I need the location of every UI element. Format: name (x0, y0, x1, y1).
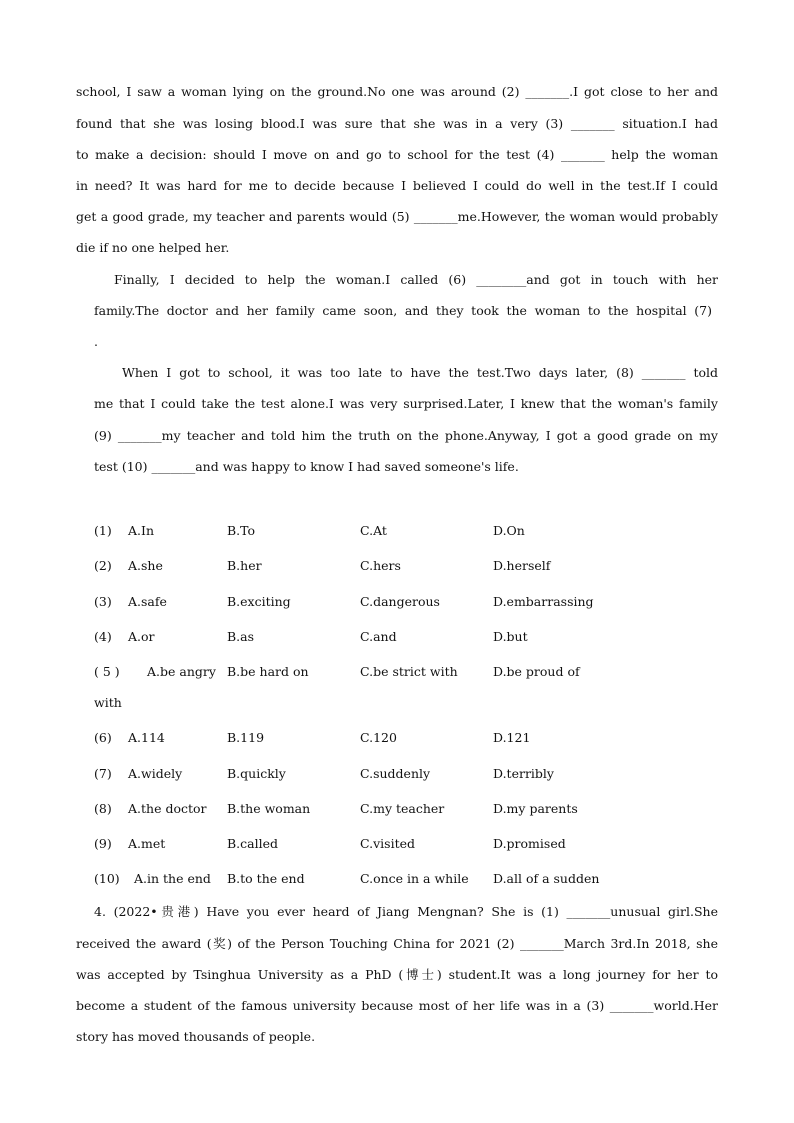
option-b: B.to the end (227, 871, 305, 886)
option-d: D.terribly (493, 766, 554, 781)
passage-line: found that she was losing blood.I was sure that she was in a very (3) _______ situation.I had (76, 116, 718, 131)
passage-line: school, I saw a woman lying on the ground.No one was around (2) _______.I got close to her and (76, 84, 718, 99)
option-d: D.be proud of (493, 664, 580, 679)
option-d: D.embarrassing (493, 594, 594, 609)
option-c: C.be strict with (360, 664, 458, 679)
question-number: (3) (94, 594, 112, 609)
option-c: C.dangerous (360, 594, 440, 609)
option-a: A.be angry (147, 664, 216, 679)
option-c: C.120 (360, 730, 397, 745)
option-d: D.herself (493, 558, 551, 573)
option-d: D.my parents (493, 801, 578, 816)
option-b: B.be hard on (227, 664, 309, 679)
option-a: A.in the end (134, 871, 211, 886)
option-d: D.On (493, 523, 525, 538)
passage-line: . (94, 334, 98, 349)
option-a: A.safe (128, 594, 167, 609)
question-number: (7) (94, 766, 112, 781)
option-c: C.and (360, 629, 397, 644)
option-b: B.as (227, 629, 255, 644)
question4-line: 4. (2022•贵港) Have you ever heard of Jiang Mengnan? She is (1) _______unusual girl.She (94, 904, 718, 919)
option-b: B.exciting (227, 594, 291, 609)
question-number: (8) (94, 801, 112, 816)
option-d: D.promised (493, 836, 566, 851)
option-a: A.114 (128, 730, 165, 745)
option-a: A.she (128, 558, 163, 573)
passage-line: family.The doctor and her family came soon, and they took the woman to the hospital (7) (94, 303, 712, 318)
passage-line: me that I could take the test alone.I was very surprised.Later, I knew that the woman's family (94, 396, 718, 411)
option-c: C.At (360, 523, 387, 538)
option-b: B.quickly (227, 766, 286, 781)
question-number: (6) (94, 730, 112, 745)
option-b: B.119 (227, 730, 265, 745)
option-a: A.met (128, 836, 166, 851)
option-b: B.called (227, 836, 279, 851)
option-a: A.the doctor (128, 801, 207, 816)
option-b: B.her (227, 558, 262, 573)
option-a: A.or (128, 629, 155, 644)
question-number: (10) (94, 871, 120, 886)
option-a: A.widely (128, 766, 183, 781)
question4-line: received the award (奖) of the Person Touching China for 2021 (2) _______March 3rd.In 2018, she (76, 936, 718, 951)
option-c: C.hers (360, 558, 401, 573)
option-c: C.once in a while (360, 871, 469, 886)
passage-line: Finally, I decided to help the woman.I called (6) ________and got in touch with her (114, 272, 718, 287)
passage-line: get a good grade, my teacher and parents would (5) _______me.However, the woman would probably (76, 209, 718, 224)
passage-line: in need? It was hard for me to decide because I believed I could do well in the test.If I could (76, 178, 718, 193)
question4-line: story has moved thousands of people. (76, 1029, 316, 1044)
question4-line: was accepted by Tsinghua University as a PhD (博士) student.It was a long journey for her to (76, 967, 718, 982)
option-a-continued: with (94, 695, 122, 710)
question-number: (4) (94, 629, 112, 644)
option-a: A.In (128, 523, 154, 538)
question4-line: become a student of the famous university because most of her life was in a (3) _______world.Her (76, 998, 718, 1013)
passage-line: When I got to school, it was too late to have the test.Two days later, (8) _______ told (122, 365, 718, 380)
option-c: C.suddenly (360, 766, 431, 781)
option-d: D.all of a sudden (493, 871, 600, 886)
question-number: (1) (94, 523, 112, 538)
option-b: B.To (227, 523, 256, 538)
option-d: D.but (493, 629, 528, 644)
passage-line: test (10) _______and was happy to know I had saved someone's life. (94, 459, 519, 474)
option-b: B.the woman (227, 801, 311, 816)
question-number: (9) (94, 836, 112, 851)
option-c: C.my teacher (360, 801, 445, 816)
passage-line: die if no one helped her. (76, 240, 230, 255)
option-d: D.121 (493, 730, 531, 745)
passage-line: to make a decision: should I move on and go to school for the test (4) _______ help the woman (76, 147, 718, 162)
question-number: (2) (94, 558, 112, 573)
question-number: ( 5 ) (94, 664, 120, 679)
option-c: C.visited (360, 836, 415, 851)
passage-line: (9) _______my teacher and told him the truth on the phone.Anyway, I got a good grade on my (94, 428, 718, 443)
